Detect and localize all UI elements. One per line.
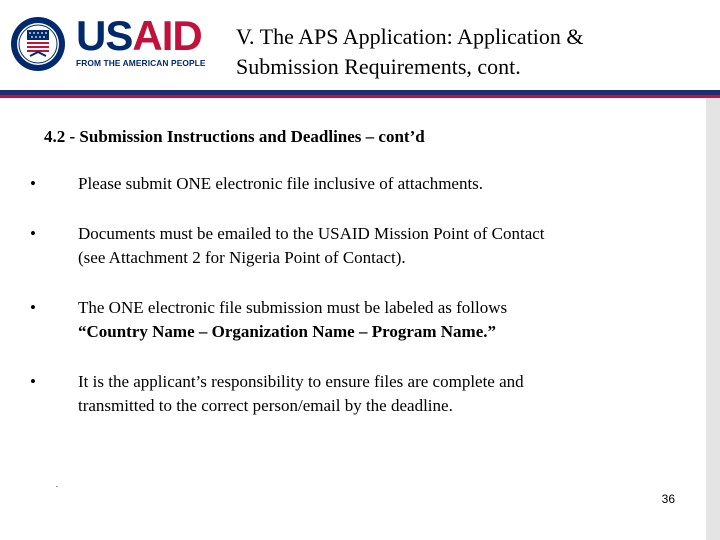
bullet-text-line: Please submit ONE electronic file inclusive of attachments.	[78, 174, 484, 193]
bullet-marker: •	[30, 298, 36, 317]
brand-tagline: FROM THE AMERICAN PEOPLE	[76, 58, 206, 68]
list-item	[30, 172, 670, 196]
list-item	[30, 222, 670, 270]
bullet-marker: •	[30, 224, 36, 243]
title-line-2: Submission Requirements, cont.	[236, 54, 521, 79]
right-edge-strip	[706, 98, 720, 540]
list-item	[30, 296, 670, 344]
section-heading: 4.2 - Submission Instructions and Deadlines – cont’d	[44, 127, 425, 146]
bullet-text-line: (see Attachment 2 for Nigeria Point of Contact).	[78, 248, 406, 267]
header-divider-band	[0, 90, 720, 98]
brand-us: US	[76, 12, 133, 59]
stray-mark: .	[56, 480, 58, 489]
list-item	[30, 370, 670, 418]
brand-aid: AID	[132, 12, 202, 59]
usaid-seal-icon	[10, 16, 66, 72]
slide-title	[236, 22, 706, 82]
bullet-text-line: transmitted to the correct person/email by the deadline.	[78, 396, 453, 415]
bullet-text-line: “Country Name – Organization Name – Program Name.”	[78, 322, 497, 341]
bullet-list	[30, 172, 670, 444]
bullet-text-line: The ONE electronic file submission must be labeled as follows	[78, 298, 508, 317]
title-line-1: V. The APS Application: Application &	[236, 24, 584, 49]
brand-name	[76, 14, 206, 58]
bullet-text-line: Documents must be emailed to the USAID Mission Point of Contact	[78, 224, 545, 243]
usaid-wordmark	[76, 14, 206, 68]
page-number: 36	[661, 492, 675, 506]
slide-header	[0, 0, 720, 90]
bullet-marker: •	[30, 174, 36, 193]
usaid-logo	[10, 14, 210, 74]
divider-red-stripe	[0, 95, 720, 98]
bullet-marker: •	[30, 372, 36, 391]
bullet-text-line: It is the applicant’s responsibility to ensure files are complete and	[78, 372, 524, 391]
